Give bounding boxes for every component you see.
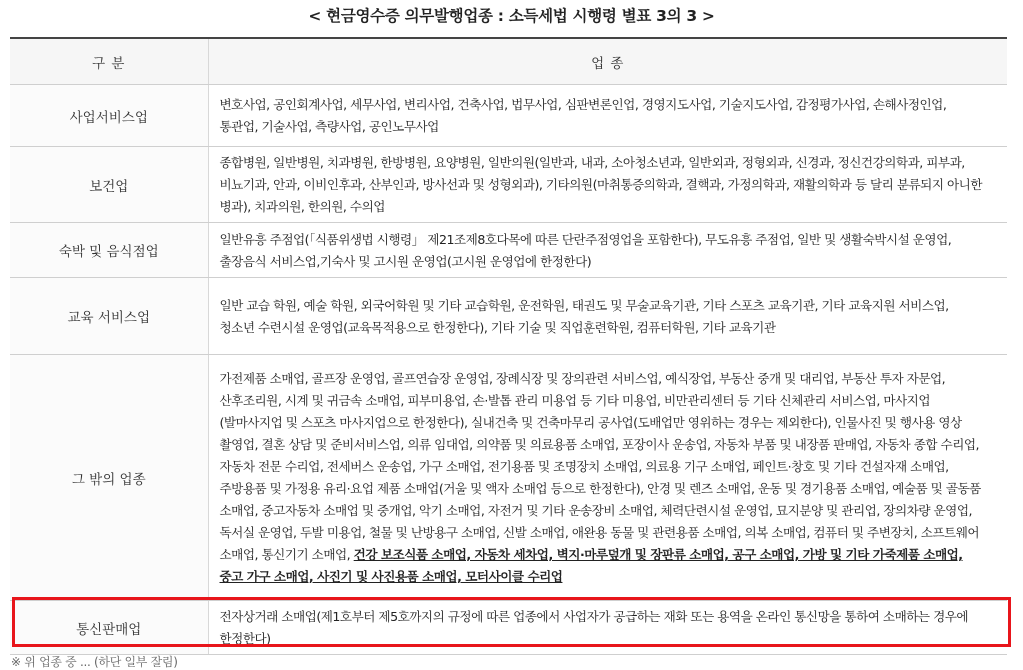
document-title: < 현금영수증 의무발행업종 : 소득세법 시행령 별표 3의 3 > bbox=[308, 7, 715, 25]
row-description-text: 가전제품 소매업, 골프장 운영업, 골프연습장 운영업, 장례식장 및 장의관련 서비스업, 예식장업, 부동산 중개 및 대리업, 부동산 투자 자문업, 산후조리원, 시계 및 귀금속 소매업, 피부미용업, 손·발톱 관리 미용업 등 기타 미용업, 비만관리센터 등 기타 신체관리 서비스업, 마사지업(발마사지업 및 스포츠 마사지업으로 한정한다), 실내건축 및 건축마무리 공사업(도배업만 영위하는 경우는 제외한다), 인물사진 및 행사용 영상 촬영업, 결혼 상담 및 준비서비스업, 의류 임대업, 의약품 및 의료용품 소매업, 포장이사 운송업, 자동차 부품 및 내장품 판매업, 자동차 종합 수리업, 자동차 전문 수리업, 전세버스 운송업, 가구 소매업, 전기용품 및 조명장치 소매업, 의료용 기구 소매업, 페인트·창호 및 기타 건설자재 소매업, 주방용품 및 가정용 유리·요업 제품 소매업(거울 및 액자 소매업 등으로 한정한다), 안경 및 렌즈 소매업, 운동 및 경기용품 소매업, 예술품 및 골동품 소매업, 중고자동차 소매업 및 중개업, 악기 소매업, 자전거 및 기타 운송장비 소매업, 체력단련시설 운영업, 묘지분양 및 관리업, 장의차량 운영업, 독서실 운영업, 두발 미용업, 철물 및 난방용구 소매업, 신발 소매업, 애완용 동물 및 관련용품 소매업, 의복 소매업, 컴퓨터 및 주변장치, 소프트웨어 소매업, 통신기기 소매업, bbox=[219, 371, 981, 562]
table-row bbox=[10, 223, 1007, 278]
row-description-emphasis: 건강 보조식품 소매업, 자동차 세차업, 벽지·마루덮개 및 장판류 소매업, 공구 소매업, 가방 및 기타 가죽제품 소매업, 중고 가구 소매업, 사진기 및 사진용품 소매업, 모터사이클 수리업 bbox=[219, 547, 963, 584]
table-row bbox=[10, 85, 1007, 147]
table-header-row bbox=[10, 38, 1007, 85]
header-business-type: 업 종 bbox=[208, 38, 1007, 85]
row-description: 전자상거래 소매업(제1호부터 제5호까지의 규정에 따른 업종에서 사업자가 공급하는 재화 또는 용역을 온라인 통신망을 통하여 소매하는 경우에 한정한다) bbox=[208, 601, 1007, 655]
row-description: 변호사업, 공인회계사업, 세무사업, 변리사업, 건축사업, 법무사업, 심판변론인업, 경영지도사업, 기술지도사업, 감정평가사업, 손해사정인업, 통관업, 기술사업, 측량사업, 공인노무사업 bbox=[208, 85, 1007, 147]
business-types-table bbox=[10, 37, 1007, 655]
header-category: 구 분 bbox=[10, 38, 208, 85]
row-description: 종합병원, 일반병원, 치과병원, 한방병원, 요양병원, 일반의원(일반과, 내과, 소아청소년과, 일반외과, 정형외과, 신경과, 정신건강의학과, 피부과, 비뇨기과, 안과, 이비인후과, 산부인과, 방사선과 및 성형외과), 기타의원(마취통증의학과, 결핵과, 가정의학과, 재활의학과 등 달리 분류되지 아니한 병과), 치과의원, 한의원, 수의업 bbox=[208, 147, 1007, 223]
row-description: 일반유흥 주점업(「식품위생법 시행령」 제21조제8호다목에 따른 단란주점영업을 포함한다), 무도유흥 주점업, 일반 및 생활숙박시설 운영업, 출장음식 서비스업,기숙사 및 고시원 운영업(고시원 운영업에 한정한다) bbox=[208, 223, 1007, 278]
footnote: ※ 위 업종 중 ... (하단 일부 잘림) bbox=[11, 655, 178, 669]
row-category: 통신판매업 bbox=[10, 601, 208, 655]
row-category: 숙박 및 음식점업 bbox=[10, 223, 208, 278]
table-row bbox=[10, 601, 1007, 655]
row-description bbox=[208, 355, 1007, 601]
row-category: 보건업 bbox=[10, 147, 208, 223]
table-row bbox=[10, 355, 1007, 601]
row-category: 교육 서비스업 bbox=[10, 278, 208, 355]
row-description: 일반 교습 학원, 예술 학원, 외국어학원 및 기타 교습학원, 운전학원, 태권도 및 무술교육기관, 기타 스포츠 교육기관, 기타 교육지원 서비스업, 청소년 수련시설 운영업(교육목적용으로 한정한다), 기타 기술 및 직업훈련학원, 컴퓨터학원, 기타 교육기관 bbox=[208, 278, 1007, 355]
table-row bbox=[10, 278, 1007, 355]
row-category: 그 밖의 업종 bbox=[10, 355, 208, 601]
row-category: 사업서비스업 bbox=[10, 85, 208, 147]
table-row bbox=[10, 147, 1007, 223]
